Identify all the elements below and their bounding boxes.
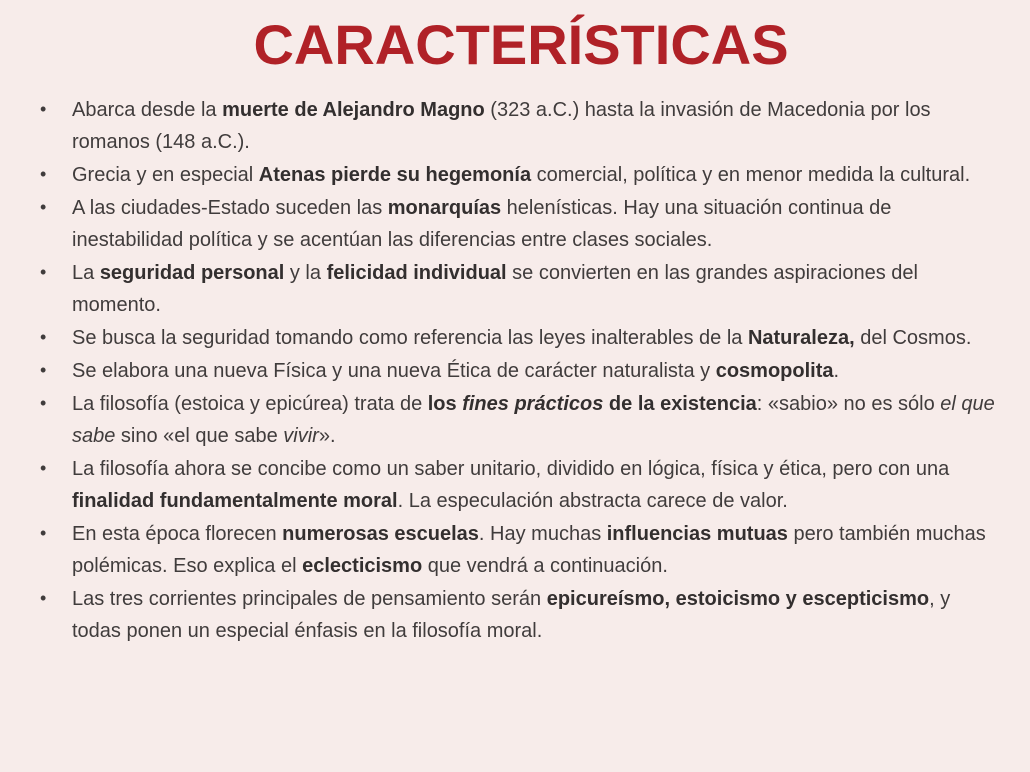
bullet-text: [72, 523, 986, 577]
text-segment: de la existencia: [603, 393, 757, 415]
bullet-text: [72, 164, 970, 186]
bullet-marker-icon: •: [40, 360, 47, 380]
text-segment: epicureísmo, estoicismo y escepticismo: [546, 588, 930, 610]
text-segment: que vendrá a continuación.: [422, 555, 668, 577]
text-segment: y la: [284, 262, 327, 284]
text-segment: comercial, política y en menor medida la cultural.: [531, 164, 971, 186]
bullet-marker-icon: •: [40, 393, 47, 413]
text-segment: La: [72, 262, 100, 284]
text-segment: sino «el que sabe: [115, 425, 284, 447]
text-segment: La filosofía ahora se concibe como un saber unitario, dividido en lógica, física y ética, pero con una: [72, 458, 950, 480]
text-segment: influencias mutuas: [606, 523, 788, 545]
text-segment: Abarca desde la: [72, 99, 223, 121]
text-segment: felicidad individual: [326, 262, 507, 284]
text-segment: : «sabio» no es sólo: [756, 393, 941, 415]
bullet-item: [38, 388, 1004, 452]
text-segment: Las tres corrientes principales de pensamiento serán: [72, 588, 547, 610]
text-segment: numerosas escuelas: [282, 523, 479, 545]
bullet-item: [38, 159, 1004, 191]
text-segment: fines prácticos: [462, 393, 604, 415]
bullet-text: [72, 99, 931, 153]
text-segment: del Cosmos.: [854, 327, 972, 349]
bullet-item: [38, 192, 1004, 256]
bullet-marker-icon: •: [40, 523, 47, 543]
bullet-item: [38, 322, 1004, 354]
text-segment: . La especulación abstracta carece de valor.: [397, 490, 788, 512]
text-segment: eclecticismo: [302, 555, 423, 577]
bullet-marker-icon: •: [40, 588, 47, 608]
text-segment: . Hay muchas: [478, 523, 607, 545]
text-segment: los: [427, 393, 463, 415]
text-segment: helenísticas. Hay una situación continua de inestabilidad política y se acentúan las diferencias entre clases sociales.: [72, 197, 892, 251]
bullet-marker-icon: •: [40, 197, 47, 217]
text-segment: (323 a.C.) hasta la invasión de Macedonia por los romanos (148 a.C.).: [72, 99, 931, 153]
text-segment: muerte de Alejandro Magno: [222, 99, 485, 121]
bullet-item: [38, 583, 1004, 647]
text-segment: el que sabe: [72, 393, 995, 447]
bullet-text: [72, 197, 891, 251]
text-segment: cosmopolita: [715, 360, 834, 382]
bullet-item: [38, 518, 1004, 582]
bullet-marker-icon: •: [40, 262, 47, 282]
text-segment: pero también muchas polémicas. Eso explica el: [72, 523, 986, 577]
bullet-text: [72, 458, 949, 512]
bullet-text: [72, 588, 950, 642]
text-segment: Se busca la seguridad tomando como referencia las leyes inalterables de la: [72, 327, 748, 349]
text-segment: ».: [318, 425, 336, 447]
bullet-list: [38, 94, 1004, 647]
bullet-marker-icon: •: [40, 99, 47, 119]
text-segment: En esta época florecen: [72, 523, 283, 545]
bullet-marker-icon: •: [40, 327, 47, 347]
text-segment: Naturaleza,: [747, 327, 855, 349]
bullet-text: [72, 262, 918, 316]
text-segment: Atenas pierde su hegemonía: [258, 164, 532, 186]
bullet-item: [38, 453, 1004, 517]
text-segment: seguridad personal: [99, 262, 285, 284]
bullet-item: [38, 355, 1004, 387]
text-segment: monarquías: [387, 197, 502, 219]
text-segment: A las ciudades-Estado suceden las: [72, 197, 388, 219]
text-segment: Grecia y en especial: [72, 164, 259, 186]
text-segment: La filosofía (estoica y epicúrea) trata de: [72, 393, 428, 415]
bullet-marker-icon: •: [40, 164, 47, 184]
text-segment: Se elabora una nueva Física y una nueva Ética de carácter naturalista y: [72, 360, 716, 382]
bullet-text: [72, 327, 971, 349]
text-segment: finalidad fundamentalmente moral: [72, 490, 398, 512]
slide-title: CARACTERÍSTICAS: [253, 13, 789, 76]
text-segment: vivir: [283, 425, 319, 447]
bullet-item: [38, 94, 1004, 158]
text-segment: , y todas ponen un especial énfasis en la filosofía moral.: [72, 588, 951, 642]
bullet-text: [72, 360, 839, 382]
text-segment: se convierten en las grandes aspiraciones del momento.: [72, 262, 918, 316]
bullet-marker-icon: •: [40, 458, 47, 478]
bullet-item: [38, 257, 1004, 321]
bullet-text: [72, 393, 995, 447]
text-segment: .: [833, 360, 840, 382]
